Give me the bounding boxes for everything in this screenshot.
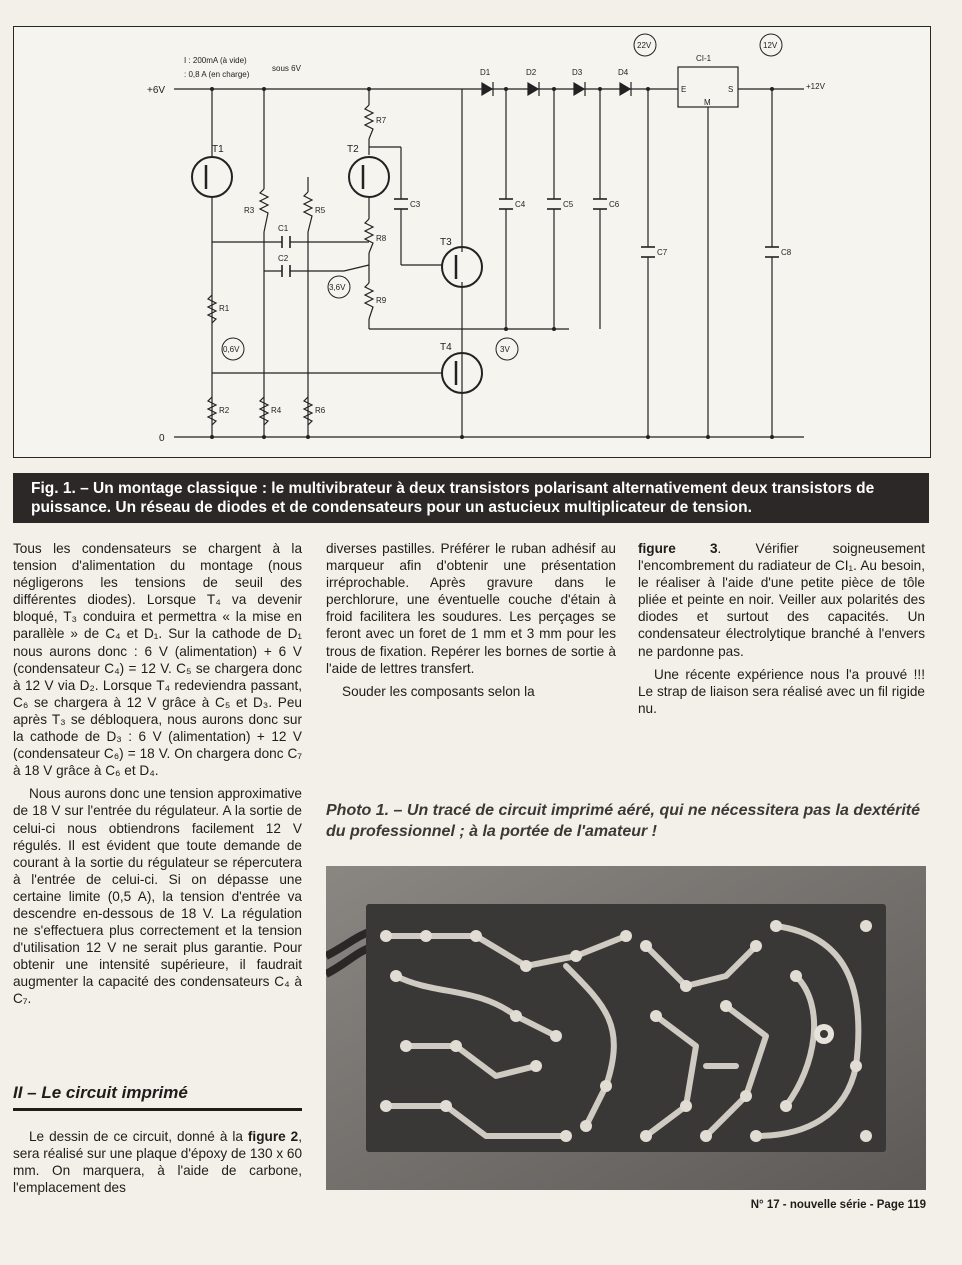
ic-label: CI-1 <box>696 54 712 63</box>
label-c7: C7 <box>657 248 668 257</box>
label-r7: R7 <box>376 116 387 125</box>
label-r4: R4 <box>271 406 282 415</box>
paragraph-start: Le dessin de ce circuit, donné à la <box>29 1129 248 1144</box>
paragraph: Tous les condensateurs se chargent à la tension d'alimentation du montage (nous négligerons les tensions de seuil des différentes diodes). Lorsque T₄ va devenir bloqué, T₃ conduira et permettra « la mise en parallèle » de C₄ et D₁. Sur la cathode de D₁ nous aurons donc : 6 V (alimentation) + 6 V (condensateur C₄) = 12 V. C₅ se chargera donc à 12 V via D₂. Lorsque T₄ redeviendra passant, C₆ se chargera à 12 V grâce à C₅ et D₃. Peu après T₃ se débloquera, nous aurons donc sur la cathode de D₃ : 6 V (alimentation) + 12 V (condensateur C₆) = 18 V. On chargera donc C₇ à 18 V grâce à C₆ et D₄. <box>13 541 302 779</box>
bubble-22v: 22V <box>637 41 652 50</box>
label-t4: T4 <box>440 342 452 353</box>
label-c2: C2 <box>278 254 289 263</box>
page-footer: N° 17 - nouvelle série - Page 119 <box>750 1199 926 1211</box>
paragraph: diverses pastilles. Préférer le ruban adhésif au marqueur afin d'obtenir une présentation irréprochable. Après gravure dans le perchlorure, une éventuelle couche d'étain à froid facilitera les soudures. Les perçages se feront avec un foret de 1 mm et 3 mm pour les trous de fixation. Repérer les bornes de sortie à l'aide de lettres transfert. <box>326 541 616 676</box>
current-line-1: I : 200mA (à vide) <box>184 56 247 65</box>
label-r6: R6 <box>315 406 326 415</box>
label-d2: D2 <box>526 68 537 77</box>
transistor-t3 <box>442 247 482 287</box>
ic-s: S <box>728 85 734 94</box>
bubble-3v: 3V <box>500 345 510 354</box>
column-2 <box>326 540 616 706</box>
label-c8: C8 <box>781 248 792 257</box>
figure-reference: figure 2 <box>247 1129 299 1144</box>
label-c4: C4 <box>515 200 526 209</box>
label-d4: D4 <box>618 68 629 77</box>
label-r9: R9 <box>376 296 387 305</box>
paragraph: Nous aurons donc une tension approximative de 18 V sur l'entrée du régulateur. A la sortie de celui-ci nous obtiendrons facilement 12 V régulés. Il est évident que toute demande de courant à la sortie du régulateur se répercutera à l'entrée de celui-ci. Si on dépasse une certaine limite (0,5 A), la tension d'entrée va descendre en-dessous de 18 V. La régulation ne s'effectuera plus correctement et la tension d'utilisation 12 V ne serait plus garantie. Pour obtenir une intensité supérieure, il faudrait augmenter la capacité des condensateurs C₄ à C₇. <box>13 786 302 1007</box>
paragraph <box>13 1128 302 1196</box>
transistor-t2 <box>349 157 389 197</box>
label-r3: R3 <box>244 206 255 215</box>
label-r1: R1 <box>219 304 230 313</box>
figure-caption: Fig. 1. – Un montage classique : le multivibrateur à deux transistors polarisant alternativement deux transistors de puissance. Un réseau de diodes et de condensateurs pour un astucieux multiplicateur de tension. <box>13 473 929 523</box>
label-d1: D1 <box>480 68 491 77</box>
label-c3: C3 <box>410 200 421 209</box>
label-c6: C6 <box>609 200 620 209</box>
column-3 <box>638 540 925 723</box>
paragraph: Une récente expérience nous l'a prouvé !!! Le strap de liaison sera réalisé avec un fil rigide nu. <box>638 666 925 716</box>
column-1-continued <box>13 1128 302 1196</box>
label-r8: R8 <box>376 234 387 243</box>
circuit-schematic <box>14 27 930 457</box>
bubble-06v: 0,6V <box>223 345 240 354</box>
pcb-photo <box>326 866 926 1190</box>
photo-caption: Photo 1. – Un tracé de circuit imprimé aéré, qui ne nécessitera pas la dextérité du professionnel ; à la portée de l'amateur ! <box>326 802 921 840</box>
label-t3: T3 <box>440 237 452 248</box>
schematic-figure <box>13 26 931 458</box>
transistor-t1 <box>192 157 232 197</box>
figure-reference: figure 3 <box>638 541 718 556</box>
ic-e: E <box>681 85 687 94</box>
label-d3: D3 <box>572 68 583 77</box>
paragraph: Souder les composants selon la <box>342 683 535 699</box>
label-r2: R2 <box>219 406 230 415</box>
ground-label: 0 <box>159 433 165 444</box>
bubble-36v: 3,6V <box>329 283 346 292</box>
label-t2: T2 <box>347 144 359 155</box>
bubble-12v: 12V <box>763 41 778 50</box>
label-c5: C5 <box>563 200 574 209</box>
column-1 <box>13 540 302 1014</box>
section-heading: II – Le circuit imprimé <box>13 1083 302 1111</box>
paragraph <box>638 540 925 660</box>
current-note: sous 6V <box>272 64 301 73</box>
output-label: +12V <box>806 82 825 91</box>
paragraph-rest: . Vérifier soigneusement l'encombrement du radiateur de CI₁. Au besoin, le réaliser à l'aide d'une petite pièce de tôle pliée et peinte en noir. Veiller aux polarités des diodes et surtout des capacités. Un condensateur électrolytique branché à l'envers ne pardonne pas. <box>638 541 925 659</box>
label-c1: C1 <box>278 224 289 233</box>
ic-m: M <box>704 98 711 107</box>
paragraph-rest: , sera réalisé sur une plaque d'époxy de 130 x 60 mm. On marquera, à l'aide de carbone, l'emplacement des <box>13 1129 303 1196</box>
label-r5: R5 <box>315 206 326 215</box>
supply-label: +6V <box>147 85 166 96</box>
current-line-2: : 0,8 A (en charge) <box>184 70 250 79</box>
label-t1: T1 <box>212 144 224 155</box>
